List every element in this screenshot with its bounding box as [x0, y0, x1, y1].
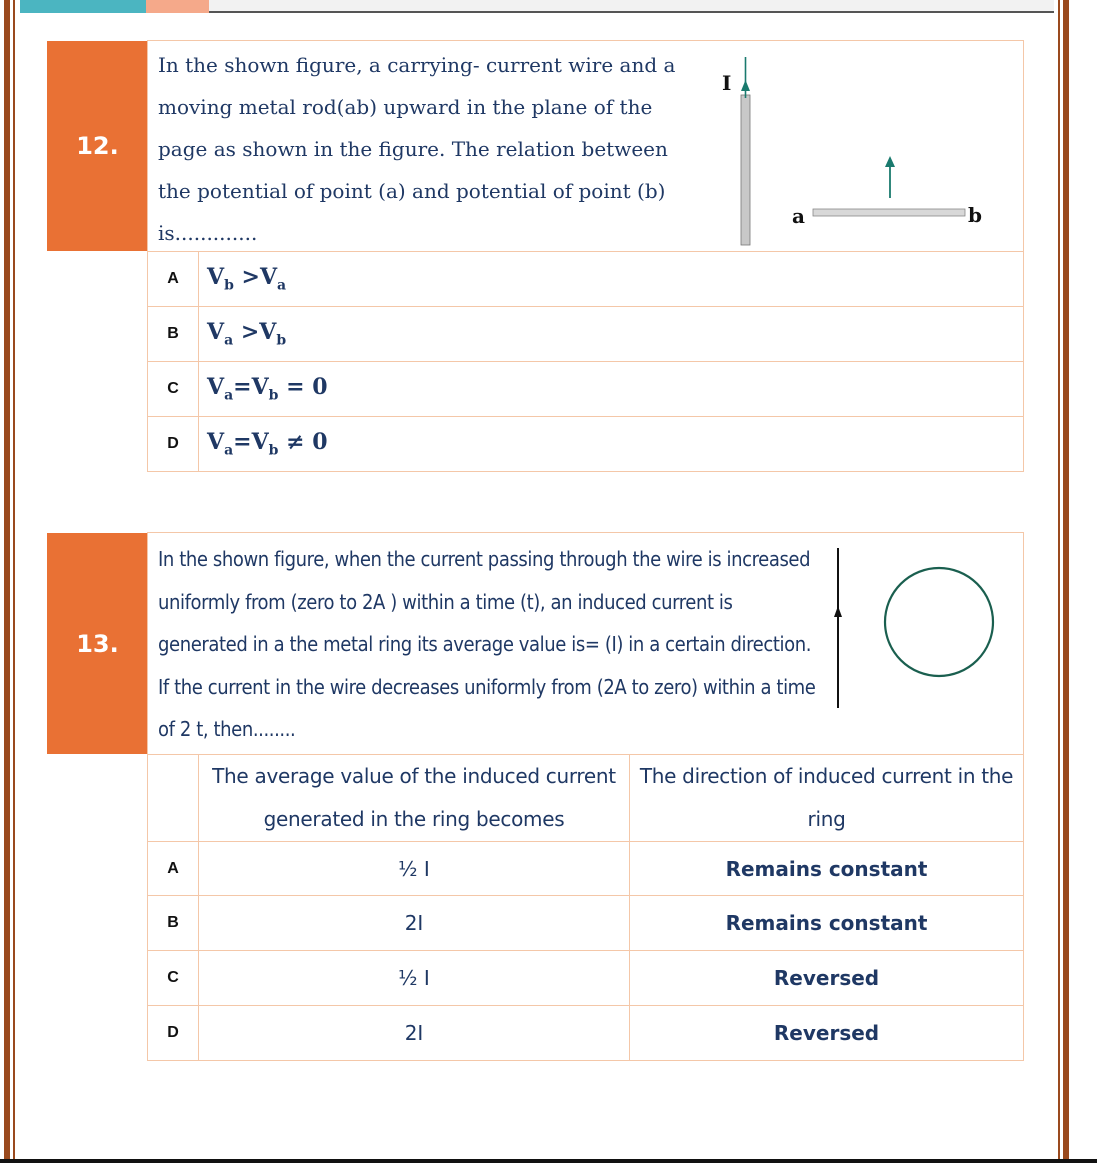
option-direction: Reversed: [630, 1006, 1024, 1061]
option-formula: $V_b >V_a$: [199, 252, 1024, 307]
option-direction: Reversed: [630, 951, 1024, 1006]
q12-option-c[interactable]: [148, 362, 1024, 417]
question-number-12: 12.: [47, 41, 148, 251]
q13-figure: [820, 540, 1010, 715]
question-12-text: In the shown figure, a carrying- current wire and a moving metal rod(ab) upward in the plane of the page as shown in the figure. The relation between the potential of point (a) and potential of point (b) is.............: [158, 53, 676, 245]
q12-option-d[interactable]: [148, 417, 1024, 472]
point-b-label: b: [968, 203, 982, 227]
option-letter: D: [148, 1006, 199, 1061]
header-direction: The direction of induced current in the ring: [630, 755, 1024, 842]
page-border-right: [1063, 0, 1069, 1163]
option-letter: C: [148, 951, 199, 1006]
q12-options-table: [147, 251, 1024, 472]
header-tab-peach: [146, 0, 209, 13]
current-label: I: [722, 71, 732, 95]
option-formula: $V_a >V_b$: [199, 307, 1024, 362]
option-letter: C: [148, 362, 199, 417]
option-direction: Remains constant: [630, 896, 1024, 951]
q13-options-table: [147, 754, 1024, 1061]
question-number-13: 13.: [47, 533, 148, 754]
option-letter: A: [148, 842, 199, 896]
q13-option-d[interactable]: [148, 1006, 1024, 1061]
q13-option-c[interactable]: [148, 951, 1024, 1006]
q12-option-b[interactable]: [148, 307, 1024, 362]
q13-header-row: [148, 755, 1024, 842]
current-wire: [741, 95, 750, 245]
current-arrow-icon: [741, 80, 750, 91]
velocity-arrow-icon: [885, 156, 895, 167]
page-border-left: [4, 0, 10, 1163]
q12-option-a[interactable]: [148, 252, 1024, 307]
page-border-right-inner: [1058, 0, 1060, 1163]
option-value: ½ I: [199, 842, 630, 896]
option-letter: B: [148, 896, 199, 951]
option-letter: A: [148, 252, 199, 307]
option-value: 2I: [199, 1006, 630, 1061]
header-average-value: The average value of the induced current generated in the ring becomes: [199, 755, 630, 842]
wire-current-arrow-icon: [834, 606, 842, 617]
option-formula: $V_a=V_b \ne 0$: [199, 417, 1024, 472]
bottom-rule: [0, 1159, 1097, 1163]
option-formula: $V_a=V_b = 0$: [199, 362, 1024, 417]
option-direction: Remains constant: [630, 842, 1024, 896]
metal-rod: [813, 209, 965, 216]
page-border-left-inner: [13, 0, 15, 1163]
option-value: 2I: [199, 896, 630, 951]
question-13-text: In the shown figure, when the current passing through the wire is increased uniformly from (zero to 2A ) within a time (t), an induced current is generated in a the metal ring its average value is= (I) in a certain direction. If the current in the wire decreases uniformly from (2A to zero) within a time of 2 t, then........: [158, 547, 816, 741]
option-letter: B: [148, 307, 199, 362]
q12-figure: [700, 50, 1020, 250]
q13-option-a[interactable]: [148, 842, 1024, 896]
metal-ring: [885, 568, 993, 676]
header-tab-teal: [20, 0, 146, 13]
q13-option-b[interactable]: [148, 896, 1024, 951]
header-empty-cell: [148, 755, 199, 842]
option-value: ½ I: [199, 951, 630, 1006]
header-bar: [209, 0, 1054, 13]
point-a-label: a: [792, 204, 805, 228]
option-letter: D: [148, 417, 199, 472]
